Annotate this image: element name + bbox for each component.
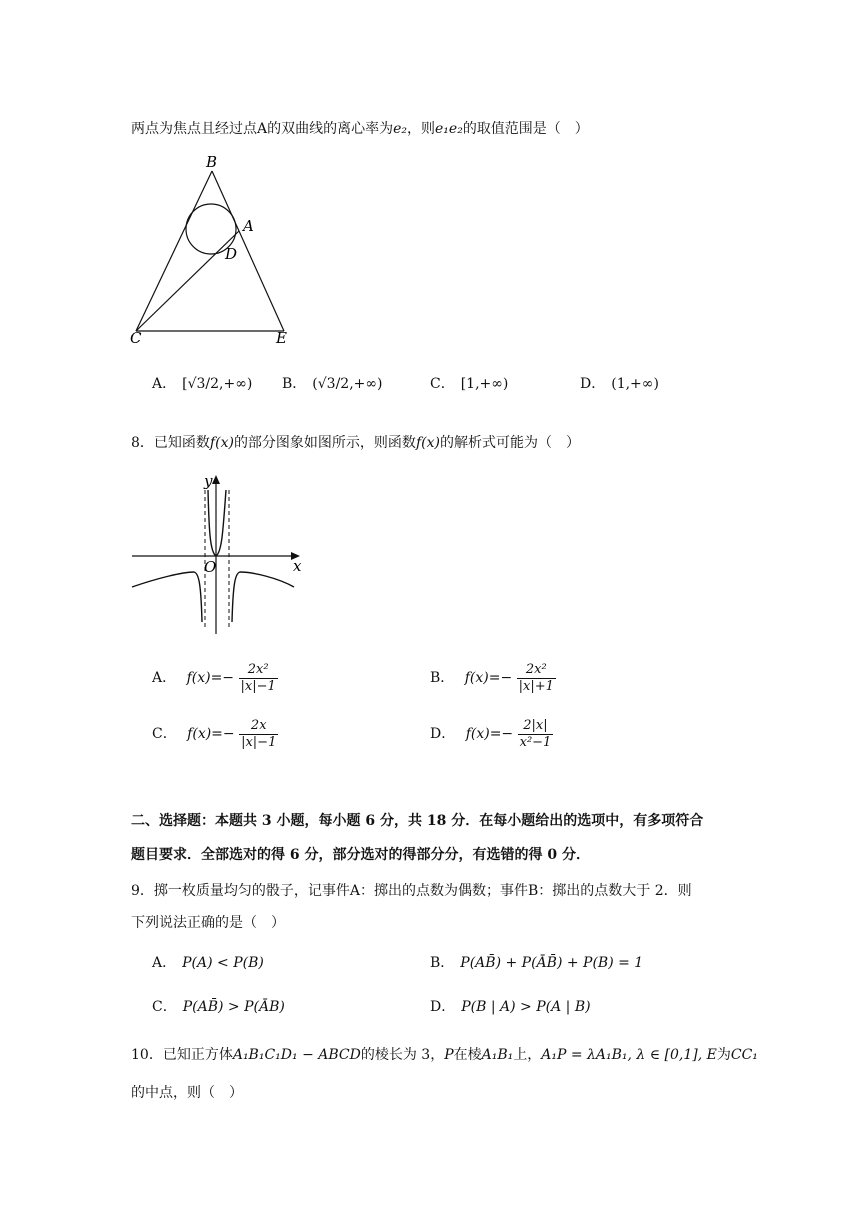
q10-edge: A₁B₁ [481,1047,514,1063]
label-A: A [243,217,254,235]
q7-option-b-text: (√3/2,+∞) [312,376,383,392]
q7-option-d[interactable] [580,362,659,406]
q7-e2: e₂ [393,121,408,137]
q7-option-a-text: [√3/2,+∞) [182,376,253,392]
q7-option-b[interactable] [282,362,383,406]
q9-option-b-text: P(AB̄) + P(ĀB̄) + P(B) = 1 [460,955,644,971]
q8-stem-b: 的部分图象如图所示，则函数 [233,435,416,451]
q9-line1: 9．掷一枚质量均匀的骰子，记事件A：掷出的点数为偶数；事件B：掷出的点数大于 2．则 [131,883,692,899]
option-label: B． [282,376,307,392]
q10-cc1: CC₁ [730,1047,758,1063]
option-label: C． [152,726,177,742]
q9-line2: 下列说法正确的是（ ） [131,915,285,931]
numerator: 2|x| [518,718,554,735]
label-E: E [276,329,287,347]
denominator: |x|−1 [240,678,276,694]
q7-option-a[interactable] [152,362,252,406]
option-label: D． [430,999,456,1015]
q8-option-c[interactable] [152,714,278,754]
q9-option-a[interactable] [152,952,264,972]
q10-line2: 的中点，则（ ） [131,1085,243,1101]
label-O: O [204,558,217,576]
option-label: B． [430,955,455,971]
numerator: 2x² [239,662,278,679]
curve-middle [208,490,226,556]
q9-option-d-text: P(B | A) > P(A | B) [461,999,591,1015]
q7-stem-tail: 两点为焦点且经过点A的双曲线的离心率为 [131,121,394,137]
q7-stem-end: 的取值范围是（ ） [462,121,589,137]
q8-option-d[interactable] [430,714,553,754]
q7-option-c-text: [1,+∞) [460,376,509,392]
q10-d: 上， [513,1047,542,1063]
q8-stem-a: 8．已知函数 [131,435,210,451]
q8-fx-1: f(x) [209,435,234,451]
option-label: C． [152,999,177,1015]
q8-option-a[interactable] [152,658,278,698]
q10-P: P [444,1047,454,1063]
q9-option-d[interactable] [430,996,591,1016]
option-label: C． [430,376,455,392]
q7-stem-line [131,118,589,138]
section2-line1: 二、选择题：本题共 3 小题，每小题 6 分，共 18 分．在每小题给出的选项中，有多项符合 [131,813,704,829]
option-label: B． [430,670,455,686]
numerator: 2x² [517,662,556,679]
q8-option-a-lhs: f(x)=− [186,670,235,686]
q8-stem [131,432,580,452]
q7-e1e2: e₁e₂ [435,121,463,137]
option-label: D． [580,376,606,392]
q10-line1 [131,1044,758,1064]
q8-option-b-lhs: f(x)=− [464,670,513,686]
option-label: A． [152,376,177,392]
q7-option-c[interactable] [430,362,508,406]
q10-cube: A₁B₁C₁D₁ − ABCD [232,1047,361,1063]
q10-b: 的棱长为 3， [360,1047,445,1063]
q8-option-c-fraction [239,718,278,751]
edge-CA [136,231,239,331]
option-label: D． [430,726,456,742]
q10-vector: A₁P = λA₁B₁, λ ∈ [0,1], E [541,1047,717,1063]
q9-option-c-text: P(AB̄) > P(ĀB) [182,999,285,1015]
triangle-figure [124,150,304,350]
q8-option-b[interactable] [430,658,556,698]
q8-stem-c: 的解析式可能为（ ） [439,435,580,451]
option-label: A． [152,670,177,686]
label-y: y [204,472,213,490]
numerator: 2x [239,718,278,735]
label-D: D [225,245,238,263]
q8-option-d-fraction [518,718,554,751]
label-C: C [130,329,142,347]
denominator: |x|−1 [241,734,277,750]
q7-option-d-text: (1,+∞) [611,376,659,392]
q8-option-a-fraction [239,662,278,695]
q9-option-a-text: P(A) < P(B) [182,955,264,971]
label-B: B [206,153,218,171]
section2-line2: 题目要求．全部选对的得 6 分，部分选对的得部分分，有选错的得 0 分． [131,847,590,863]
edge-BC [136,171,212,331]
q8-option-c-lhs: f(x)=− [187,726,235,742]
q9-option-c[interactable] [152,996,285,1016]
function-graph [128,470,308,638]
q7-stem-mid: ，则 [407,121,436,137]
option-label: A． [152,955,177,971]
curve-right [232,572,294,622]
denominator: |x|+1 [518,678,554,694]
curve-left [132,572,202,622]
label-x: x [293,557,302,575]
q9-option-b[interactable] [430,952,643,972]
q10-e: 为 [716,1047,731,1063]
q10-c: 在棱 [453,1047,482,1063]
denominator: x²−1 [519,734,552,750]
q10-a: 10．已知正方体 [131,1047,233,1063]
q8-fx-2: f(x) [415,435,440,451]
q8-option-d-lhs: f(x)=− [465,726,514,742]
q8-option-b-fraction [517,662,556,695]
y-axis-arrow [212,475,220,484]
